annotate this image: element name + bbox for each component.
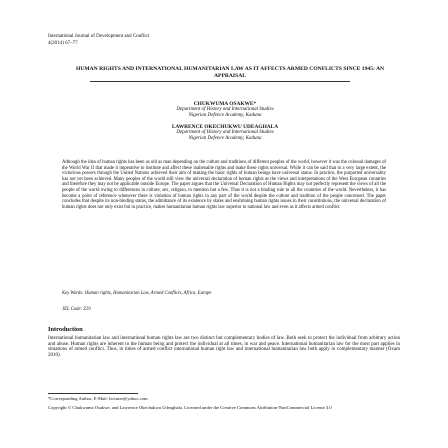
- journal-volume: 4(2014) 67–77: [48, 41, 78, 46]
- intro-paragraph: International humanitarian law and international human rights law are two distinct but complementary bodies of law. Both seek to protect the individual from arbitrary action and abuse. Human rights are inherent to the human being and protect the individual at all times, in war and peace. International humanitarian law for the most part applies in situations of armed conflict. Thus, in times of armed conflict international human right law and international humanitarian law both apply in complementary manner (Oxam 2010).: [48, 336, 400, 358]
- author-institution: Nigerian Defence Academy, Kaduna: [188, 136, 262, 141]
- author-institution: Nigerian Defence Academy, Kaduna: [188, 113, 262, 118]
- author-department: Department of History and International Studies: [176, 130, 274, 135]
- section-heading: Introduction: [48, 326, 83, 333]
- author-block-2: [120, 124, 330, 142]
- copyright-notice: Copyright © Chukwuma Osakwe, and Lawrence Okechukwu Udeaghala. Licensed under the Creative Commons Attribution-NonCommercial License 3.0: [48, 405, 332, 410]
- keywords: Key Words: Human rights, Humanitarian Law, Armed Conflicts, Africa, Europe: [62, 291, 212, 296]
- title-rule: [90, 81, 350, 82]
- jel-code: JEL Code: Z19: [62, 307, 91, 312]
- journal-name: International Journal of Development and Conflict: [48, 34, 150, 39]
- journal-header: [48, 33, 149, 47]
- author-name: CHUKWUMA OSAKWE*: [193, 101, 257, 107]
- abstract: Although the idea of human rights has been as old as man depending on the culture and traditions of different peoples of the world, however it was the colossal damages of the World War II that made it imperative to institute and affect these inalienable rights and make these rights universal. While it can be said that to a very large extent, the victorious powers through the United Nations achieved their aim of making the basic rights of human beings have universal status. In practice, the purported universality has not yet been achieved. Many peoples of the world still view the universal declaration of human rights as the views and interpretations of the West European countries and therefore they may not be applicable outside Europe. The paper argues that the Universal Declaration of Human Rights may not perfectly represent the views of all the people of the world owing to differences in culture, sex, religion, to mention but a few. Thus it is not a binding rule to all the countries of the world. Nevertheless, it has become a point of reference whenever there is violation of human rights in any part of the world despite the culture and tradition of the people concerned. The paper concludes that despite its non-binding status, the admittance of its existence by states and enshrining human rights issues in their constitutions, the universal declaration of human rights does not only exist but in practice, makes humanitarian human rights law superior to national law and even as it affects armed conflict.: [62, 160, 386, 210]
- corresponding-author: *Corresponding Author, E-Mail: lecturer@yahoo.com: [48, 396, 148, 401]
- author-name: LAWRENCE OKECHUKWU UDEAGHALA: [171, 124, 279, 130]
- author-department: Department of History and International Studies: [176, 107, 274, 112]
- footnote-rule: [48, 393, 138, 394]
- author-block-1: [120, 101, 330, 119]
- paper-title: HUMAN RIGHTS AND INTERNATIONAL HUMANITARIAN LAW AS IT AFFECTS ARMED CONFLICTS SINCE 1945: AN APPRAISAL: [75, 66, 385, 79]
